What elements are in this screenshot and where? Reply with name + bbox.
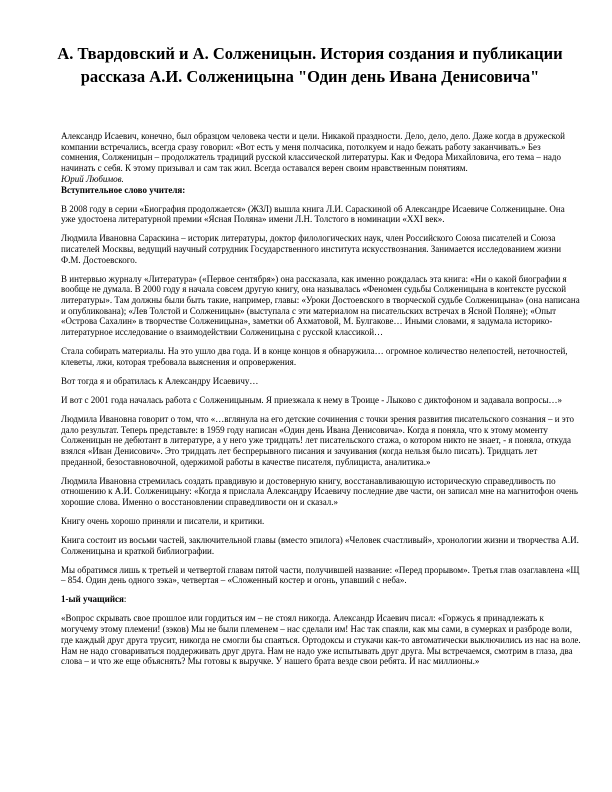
page-title: А. Твардовский и А. Солженицын. История создания и публикации рассказа А.И. Солженицына "Один день Ивана Денисовича" <box>57 44 563 86</box>
paragraph: В 2008 году в серии «Биография продолжается» (ЖЗЛ) вышла книга Л.И. Сараскиной об Александре Исаевиче Солженицыне. Она уже удостоена литературной премии «Ясная Поляна» имени Л.Н. Толстого в номинации «XXI век». <box>61 203 565 225</box>
paragraph: Стала собирать материалы. На это ушло два года. И в конце концов я обнаружила… огромное количество нелепостей, неточностей, клеветы, лжи, которая требовала выяснения и опровержения. <box>61 346 568 367</box>
paragraph: Мы обратимся лишь к третьей и четвертой главам пятой части, получившей название: «Перед прорывом». Третья глав озаглавлена «Щ – 854. Один день одного зэка», четвертая – «Сложенный костер и огонь, упавший с неба». <box>61 564 580 586</box>
section-heading-student <box>61 594 581 605</box>
paragraph: Людмила Ивановна стремилась создать правдивую и достоверную книгу, восстанавливающую историческую справедливость по отношению к А.И. Солженицыну: «Когда я прислала Александру Исаевичу последние две части, он записал мне на магнитофон очень хорошие слова. Именно о восстановлении справедливости он и сказал.» <box>61 475 578 508</box>
paragraph: В интервью журналу «Литература» («Первое сентября») она рассказала, как именно рождалась эта книга: «Ни о какой биографии я вообще не думала. В 2000 году я начала совсем другую книгу, она называлась «Феномен судьбы Солженицына в контексте русской литературы». Там должны были быть такие, например, главы: «Уроки Достоевского в творческой судьбе Солженицына» (она написана и опубликована); «Лев Толстой и Солженицын» (выступала с эти материалом на писательских встречах в Ясной Поляне); «Опыт «Острова Сахалин» в творчестве Солженицына», заметки об Ахматовой, М. Булгакове… Иными словами, я задумала историко-литературное исследование о взаимодействии Солженицына с русской классикой… <box>61 273 580 338</box>
section-heading-student-label: 1-ый учащийся <box>61 594 124 605</box>
paragraph: Людмила Ивановна говорит о том, что «…вглянула на его детские сочинения с точки зрения развития писательского сознания – и это дало результат. Теперь представьте: в 1959 году написан «Один день Ивана Денисовича». Когда я поняла, что к этому моменту Солженицын не дебютант в литературе, а у него уже тридцать! лет писательского стажа, о котором никто не знает, - я поняла, откуда взялся «Иван Денисович». Это тридцать лет беспрерывного писания и зачуивания (когда нельзя было писать). Тридцать лет преданной, безоставновочной, одержимой работы в качестве писателя, публициста, аналитика.» <box>61 413 574 467</box>
section-heading-teacher: Вступительное слово учителя: <box>61 184 186 195</box>
paragraph: Книга состоит из восьми частей, заключительной главы (вместо эпилога) «Человек счастливый», хронологии жизни и творчества А.И. Солженицына и краткой библиографии. <box>61 535 579 556</box>
section-heading-student-colon: : <box>123 594 127 605</box>
paragraph: Людмила Ивановна Сараскина – историк литературы, доктор филологических наук, член Российского Союза писателей и Союза писателей Москвы, ведущий научный сотрудник Государственного института искусствознания. Занимается исследованием жизни Ф.М. Достоевского. <box>61 233 562 265</box>
paragraph: Вот тогда я и обратилась к Александру Исаевичу… <box>61 375 259 386</box>
student-quote: «Вопрос скрывать свое прошлое или гордиться им – не стоял никогда. Александр Исаевич писал: «Горжусь я принадлежать к могучему этому племени! (зэков) Мы не были племенем – нас сделали им! Нас так спаяли, как мы сами, в сумерках и разброде воли, где каждый друг друга трусит, никогда не смогли бы спаяться. Ортодоксы и стукачи как-то автоматически выключились из нас на воле. Нам не надо сговариваться поддерживать друг друга. Нам не надо уже испытывать друг друга. Мы встречаемся, смотрим в глаза, два слова – и что же еще объяснять? Мы готовы к выручке. У нашего брата везде свои ребята. И нас миллионы.» <box>61 613 581 667</box>
paragraph: Книгу очень хорошо приняли и писатели, и критики. <box>61 516 265 527</box>
article-body <box>61 131 581 675</box>
epigraph-author: Юрий Любимов. <box>61 173 124 184</box>
epigraph: Александр Исаевич, конечно, был образцом человека чести и цели. Никакой праздности. Дело, дело, дело. Даже когда в дружеской компании встречались, всегда сразу говорил: «Вот есть у меня полчасика, потолкуем и надо бежать работу заканчивать.» Без сомнения, Солженицын – продолжатель традиций русской классической литературы. Как и Федора Михайловича, его тема – надо начинать с себя. К этому призывал и сам так жил. Всегда оставался верен своим нравственным понятиям. <box>61 131 565 174</box>
paragraph: И вот с 2001 года началась работа с Солженицыным. Я приезжала к нему в Троице - Лыково с диктофоном и задавала вопросы…» <box>61 394 563 405</box>
